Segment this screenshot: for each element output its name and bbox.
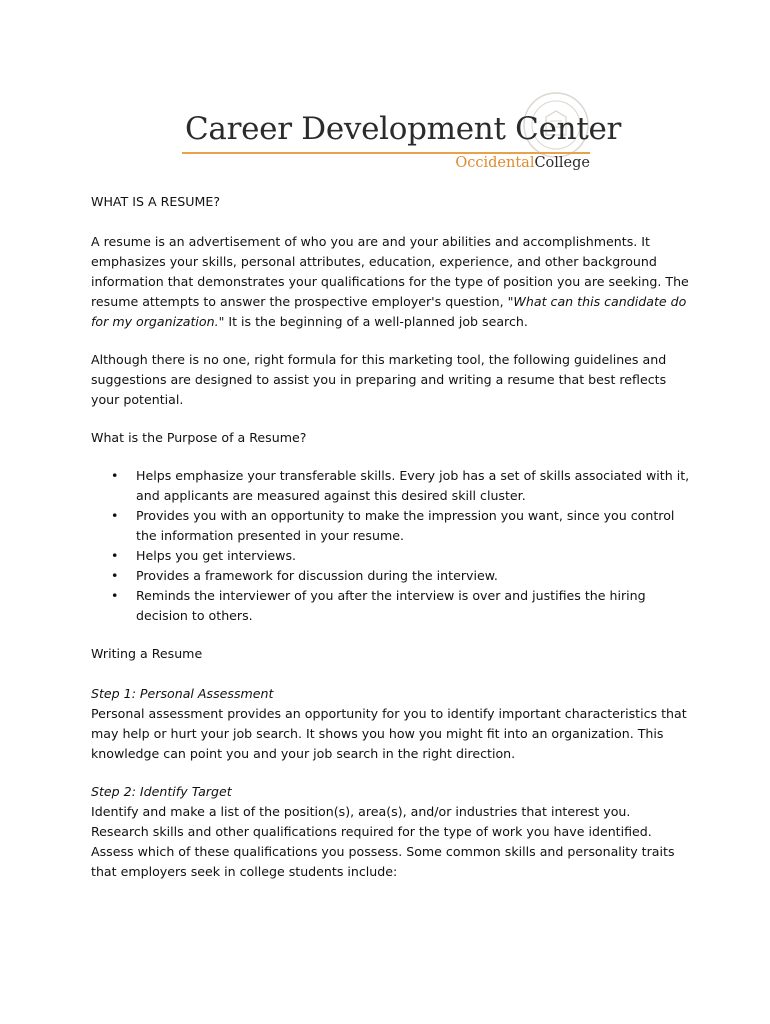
intro-p1-quote: "What can this candidate do for my organization." [91,294,687,329]
center-title: Career Development Center [185,111,622,147]
intro-paragraph-1 [91,232,691,332]
title-rule [182,152,590,154]
bullet-icon: • [111,548,119,563]
step-1-body: Personal assessment provides an opportunity for you to identify important characteristics that may help or hurt your job search. It shows you how you might fit into an organization. This knowledge can point you and your job search in the right direction. [91,706,687,761]
bullet-icon: • [111,588,119,603]
bullet-icon: • [111,508,119,523]
what-is-resume-heading: WHAT IS A RESUME? [91,194,221,209]
intro-p1-text-a: A resume is an advertisement of who you are and your abilities and accomplishments. It emphasizes your skills, personal attributes, education, experience, and other background information that demonstrates your qualifications for the type of position you are seeking. The resume attempts to answer the prospective employer's question, [91,234,689,309]
purpose-heading: What is the Purpose of a Resume? [91,430,307,445]
list-item-text: Provides a framework for discussion during the interview. [136,568,498,583]
list-item [91,466,691,506]
writing-resume-heading: Writing a Resume [91,646,203,661]
purpose-list [91,466,691,626]
document-body [91,192,691,882]
list-item [91,566,691,586]
bullet-icon: • [111,568,119,583]
college-name-dark: College [534,155,590,171]
letterhead [182,105,622,175]
intro-p1-text-b: It is the beginning of a well-planned job search. [224,314,528,329]
step-1-title: Step 1: Personal Assessment [91,686,274,701]
step-2-body: Identify and make a list of the position(s), area(s), and/or industries that interest you. Research skills and other qualifications required for the type of work you have identified. Assess which of these qualifications you possess. Some common skills and personality traits that employers seek in college students include: [91,804,675,879]
list-item-text: Helps you get interviews. [136,548,297,563]
list-item [91,546,691,566]
list-item [91,506,691,546]
college-name [455,155,590,171]
list-item-text: Provides you with an opportunity to make the impression you want, since you control the information presented in your resume. [136,508,675,543]
list-item [91,586,691,626]
list-item-text: Reminds the interviewer of you after the interview is over and justifies the hiring decision to others. [136,588,646,623]
step-2-title: Step 2: Identify Target [91,784,232,799]
college-name-orange: Occidental [455,155,535,171]
list-item-text: Helps emphasize your transferable skills. Every job has a set of skills associated with it, and applicants are measured against this desired skill cluster. [136,468,690,503]
bullet-icon: • [111,468,119,483]
intro-paragraph-2: Although there is no one, right formula for this marketing tool, the following guidelines and suggestions are designed to assist you in preparing and writing a resume that best reflects your potential. [91,352,667,407]
